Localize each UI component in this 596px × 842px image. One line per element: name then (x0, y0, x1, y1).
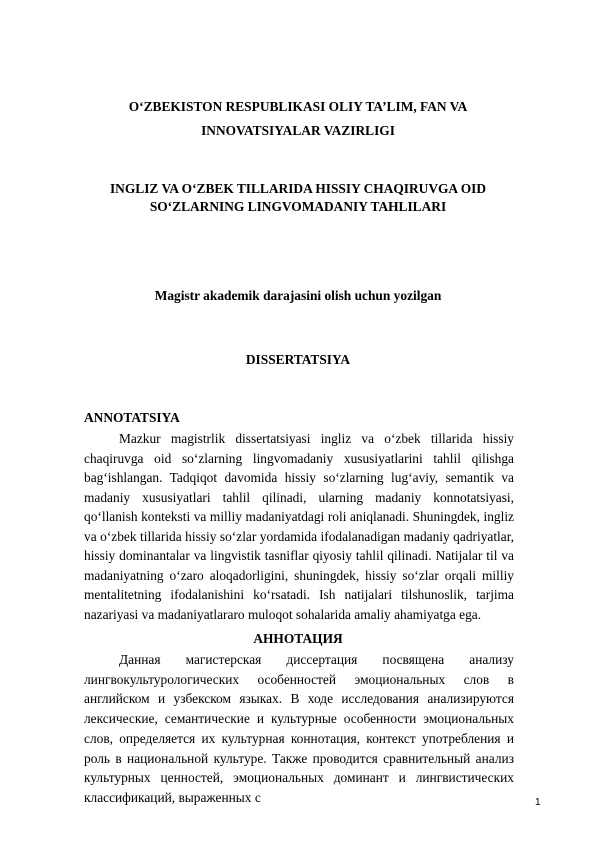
annotation-uz-heading: ANNOTATSIYA (84, 410, 180, 425)
thesis-title-line-2: SO‘ZLARNING LINGVOMADANIY TAHLILARI (149, 199, 447, 214)
annotation-uz-text: Mazkur magistrlik dissertatsiyasi ingliz va o‘zbek tillarida hissiy chaqiruvga oid so‘zlarning lingvomadaniy xususiyatlarini tahlil qilishga bag‘ishlangan. Tadqiqot davomida hissiy so‘zlarning lug‘aviy, semantik va madaniy xususiyatlari tahlil qilinadi, ularning madaniy konnotatsiyasi, qo‘llanish konteksti va milliy madaniyatdagi roli aniqlanadi. Shuningdek, ingliz va o‘zbek tillarida hissiy so‘zlar yordamida ifodalanadigan madaniy qadriyatlar, hissiy dominantalar va lingvistik tasniflar qiyosiy tahlil qilinadi. Natijalar til va madaniyatning o‘zaro aloqadorligini, shuningdek, hissiy so‘zlar orqali milliy mentalitetning ifodalanishini ko‘rsatadi. Ish natijalari tilshunoslik, tarjima nazariyasi va madaniyatlararo muloqot sohalarida amaliy ahamiyatga ega. (84, 431, 514, 622)
page-number: 1 (535, 797, 541, 808)
ministry-title-line-2: INNOVATSIYALAR VAZIRLIGI (201, 123, 395, 138)
degree-purpose: Magistr akademik darajasini olish uchun yozilgan (154, 288, 442, 303)
document-type: DISSERTATSIYA (245, 352, 351, 367)
thesis-title-line-1: INGLIZ VA O‘ZBEK TILLARIDA HISSIY CHAQIRUVGA OID (109, 181, 487, 196)
annotation-ru-text: Данная магистерская диссертация посвящена анализу лингвокультурологических особенностей эмоциональных слов в английском и узбекском языках. В ходе исследования анализируются лексические, семантические и культурные особенности эмоциональных слов, определяется их культурная коннотация, контекст употребления и роль в национальной культуре. Также проводится сравнительный анализ культурных ценностей, эмоциональных доминант и лингвистических классификаций, выраженных с (84, 652, 514, 805)
annotation-ru-heading: АННОТАЦИЯ (253, 631, 343, 646)
ministry-title-line-1: O‘ZBEKISTON RESPUBLIKASI OLIY TA’LIM, FAN VA (128, 99, 468, 114)
